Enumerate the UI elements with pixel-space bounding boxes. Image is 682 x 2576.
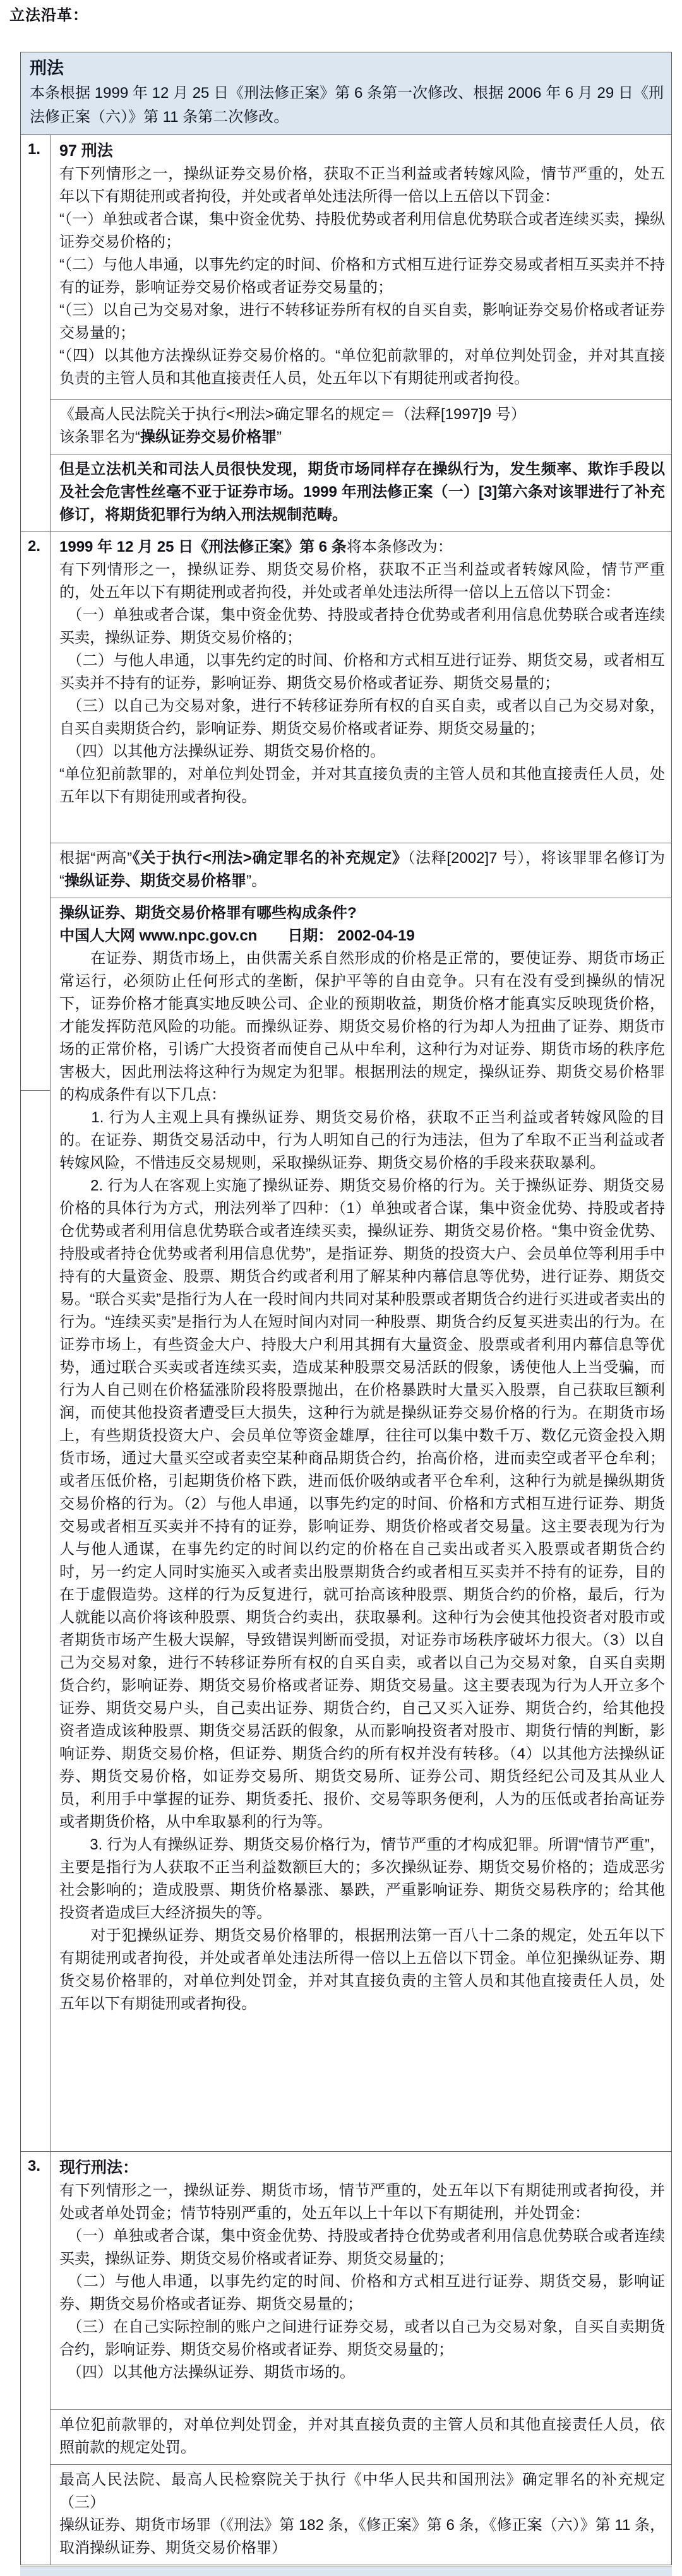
statute-heading: 现行刑法： xyxy=(59,2159,139,2176)
page-title: 立法沿革： xyxy=(9,7,88,24)
crime-name-prefix: 该条罪名为“ xyxy=(59,429,140,446)
legislation-history-table xyxy=(20,52,672,2565)
statute-paragraphs xyxy=(59,559,665,809)
row-content-column xyxy=(51,2152,671,2565)
interpretation-cell xyxy=(51,843,671,898)
crime-name: 操纵证券交易价格罪 xyxy=(140,429,277,446)
crime-name-suffix: ” xyxy=(277,429,282,446)
row-number-column xyxy=(21,2152,51,2565)
law-title: 刑法 xyxy=(30,59,64,78)
statute-cell xyxy=(51,2152,671,2409)
interpretation-citation: 《最高人民法院关于执行<刑法>确定罪名的规定＝（法释[1997]9 号） xyxy=(59,406,526,423)
table-row-2 xyxy=(21,531,671,2151)
law-revision-note: 本条根据 1999 年 12 月 25 日《刑法修正案》第 6 条第一次修改、根据 2006 年 6 月 29 日《刑法修正案（六）》第 11 条第二次修改。 xyxy=(30,85,664,126)
article-paragraph: 2. 行为人在客观上实施了操纵证券、期货交易价格的行为。关于操纵证券、期货交易价格的具体行为方式，刑法列举了四种：（1）单独或者合谋，集中资金优势、持股或者持仓优势或者利用信息优势联合或者连续买卖，操纵证券、期货交易价格。“集中资金优势、持股或者持仓优势或者利用信息优势”，是指证券、期货的投资大户、会员单位等利用手中持有的大量资金、股票、期货合约或者利用了解某种内幕信息等优势，进行证券、期货交易。“联合买卖”是指行为人在一段时间内共同对某种股票或者期货合约进行买进或者卖出的行为。“连续买卖”是指行为人在短时间内对同一种股票、期货合约反复买进卖出的行为。在证券市场上，有些资金大户、持股大户利用其拥有大量资金、股票或者利用内幕信息等优势，通过联合买卖或者连续买卖，造成某种股票交易活跃的假象，诱使他人上当受骗，而行为人自己则在价格猛涨阶段将股票抛出，在价格暴跌时大量买入股票，自己获取巨额利润，而使其他投资者遭受巨大损失，这种行为就是操纵证券交易价格的行为。在期货市场上，有些期货投资大户、会员单位等资金雄厚，往往可以集中数千万、数亿元资金投入期货市场，通过大量买空或者卖空某种商品期货合约，抬高价格，进而卖空或者平仓牟利；或者压低价格，引起期货价格下跌，进而低价吸纳或者平仓牟利，这种行为就是操纵期货交易价格的行为。（2）与他人串通，以事先约定的时间、价格和方式相互进行证券、期货交易或者相互买卖并不持有的证券，影响证券、期货价格或者交易量。这主要表现为行为人与他人通谋，在事先约定的时间以约定的价格在自己卖出或者买入股票或者期货合约时，另一约定人同时实施买入或者卖出股票期货合约或者相互买卖并不持有的证券，目的在于虚假造势。这样的行为反复进行，就可抬高该种股票、期货合约的价格，最后，行为人就能以高价将该种股票、期货合约卖出，获取暴利。这种行为会使其他投资者对股市或者期货市场产生极大误解，导致错误判断而受损，对证券市场秩序破坏力很大。（3）以自己为交易对象，进行不转移证券所有权的自买自卖，或者以自己为交易对象，自买自卖期货合约，影响证券、期货交易价格或者证券、期货交易量。这主要表现为行为人开立多个证券、期货交易户头，自己卖出证券、期货合约，自己又买入证券、期货合约，给其他投资者造成该种股票、期货交易活跃的假象，从而影响投资者对股市、期货行情的判断，影响证券、期货交易价格，但证券、期货合约的所有权并没有转移。（4）以其他方法操纵证券、期货交易价格，如证券交易所、期货交易所、证券公司、期货经纪公司及其从业人员，利用手中掌握的证券、期货委托、报价、交易等职务便利，人为的压低或者抬高证券或者期货价格，从中牟取暴利的行为等。 xyxy=(59,1177,665,1831)
statute-paragraph: 有下列情形之一，操纵证券、期货市场，情节严重的，处五年以下有期徒刑或者拘役，并处或者单处罚金；情节特别严重的，处五年以上十年以下有期徒刑，并处罚金： xyxy=(59,2182,665,2222)
row-number-column xyxy=(21,532,51,2151)
crime-name-line xyxy=(59,426,665,449)
supplement-paragraph: 操纵证券、期货市场罪（《刑法》第 182 条，《修正案》第 6 条，《修正案（六）》第 11 条，取消操纵证券、期货交易价格罪） xyxy=(59,2517,665,2556)
article-paragraph: 3. 行为人有操纵证券、期货交易价格行为，情节严重的才构成犯罪。所谓“情节严重”，主要是指行为人获取不正当利益数额巨大的；多次操纵证券、期货交易价格的；造成恶劣社会影响的；造成股票、期货价格暴涨、暴跌，严重影响证券、期货交易秩序的；给其他投资者造成巨大经济损失的等。 xyxy=(59,1836,665,1921)
row-number: 2. xyxy=(28,538,41,555)
row-number: 1. xyxy=(28,141,41,158)
amendment-citation-rest: 将本条修改为： xyxy=(346,538,453,555)
article-source-line: 中国人大网 www.npc.gov.cn 日期： 2002-04-19 xyxy=(59,927,415,944)
amendment-citation: 1999 年 12 月 25 日《刑法修正案》第 6 条 xyxy=(59,538,347,555)
revised-crime-name: 操纵证券、期货交易价格罪 xyxy=(64,872,246,889)
supplement-paragraphs xyxy=(59,2469,665,2560)
statute-paragraphs xyxy=(59,2180,665,2384)
interpretation-cell xyxy=(51,399,671,454)
statute-paragraph: “（一）单独或者合谋，集中资金优势、持股优势或者利用信息优势联合或者连续买卖，操纵证券交易价格的； xyxy=(59,211,665,251)
statute-paragraph: “（四）以其他方法操纵证券交易价格的。“单位犯前款罪的，对单位判处罚金，并对其直接负责的主管人员和其他直接责任人员，处五年以下有期徒刑或者拘役。 xyxy=(59,347,665,387)
row-content-column xyxy=(51,135,671,531)
article-paragraphs xyxy=(59,947,665,2015)
article-paragraph: 1. 行为人主观上具有操纵证券、期货交易价格，获取不正当利益或者转嫁风险的目的。在证券、期货交易活动中，行为人明知自己的行为违法，但为了牟取不正当利益或者转嫁风险，不惜违反交易规则，采取操纵证券、期货交易价格的手段来获取暴利。 xyxy=(59,1109,665,1172)
next-section-strip xyxy=(20,2567,672,2576)
statute-paragraph: （二）与他人串通，以事先约定的时间、价格和方式相互进行证券、期货交易，或者相互买卖并不持有的证券，影响证券、期货交易价格或者证券、期货交易量的； xyxy=(59,652,665,692)
table-row-3 xyxy=(21,2151,671,2565)
statute-paragraph: （四）以其他方法操纵证券、期货交易价格的。 xyxy=(59,743,385,760)
statute-paragraph: （三）在自己实际控制的账户之间进行证券交易，或者以自己为交易对象，自买自卖期货合约，影响证券、期货交易价格或者证券、期货交易量的； xyxy=(59,2318,665,2358)
article-title: 操纵证券、期货交易价格罪有哪些构成条件? xyxy=(59,905,357,922)
supplement-rule-line xyxy=(59,847,665,893)
document-page xyxy=(0,8,682,2576)
row-content-column xyxy=(51,532,671,2151)
row-number-column xyxy=(21,135,51,531)
statute-paragraph: “单位犯前款罪的，对单位判处罚金，并对其直接负责的主管人员和其他直接责任人员，处五年以下有期徒刑或者拘役。 xyxy=(59,766,665,805)
supplement-mid: （法释[2002]7 号），将该罪罪名修订为“ xyxy=(59,850,666,889)
unit-crime-cell xyxy=(51,2409,671,2464)
statute-paragraphs xyxy=(59,163,665,390)
statute-cell xyxy=(51,135,671,399)
supplement-title: 《关于执行<刑法>确定罪名的补充规定》 xyxy=(132,850,408,867)
statute-heading-line xyxy=(59,536,665,559)
supplement-prefix: 根据“两高” xyxy=(59,850,133,867)
supplement-suffix: ”。 xyxy=(246,872,266,889)
unit-crime-text: 单位犯前款罪的，对单位判处罚金，并对其直接负责的主管人员和其他直接责任人员，依照前款的规定处罚。 xyxy=(59,2416,665,2456)
article-cell xyxy=(51,898,671,2151)
statute-paragraph: （三）以自己为交易对象，进行不转移证券所有权的自买自卖，或者以自己为交易对象，自买自卖期货合约，影响证券、期货交易价格或者证券、期货交易量的； xyxy=(59,697,665,737)
statute-paragraph: 有下列情形之一，操纵证券、期货交易价格，获取不正当利益或者转嫁风险，情节严重的，处五年以下有期徒刑或者拘役，并处或者单处违法所得一倍以上五倍以下罚金： xyxy=(59,561,665,601)
supplement-paragraph: 最高人民法院、最高人民检察院关于执行《中华人民共和国刑法》确定罪名的补充规定（三） xyxy=(59,2471,665,2511)
statute-paragraph: “（三）以自己为交易对象，进行不转移证券所有权的自买自卖，影响证券交易价格或者证券交易量的； xyxy=(59,302,665,341)
supplement-cell xyxy=(51,2464,671,2565)
table-row-1 xyxy=(21,134,671,531)
commentary-cell xyxy=(51,454,671,531)
article-paragraph: 对于犯操纵证券、期货交易价格罪的，根据刑法第一百八十二条的规定，处五年以下有期徒刑或者拘役，并处或者单处违法所得一倍以上五倍以下罚金。单位犯操纵证券、期货交易价格罪的，对单位判处罚金，并对其直接负责的主管人员和其他直接责任人员，处五年以下有期徒刑或者拘役。 xyxy=(59,1927,665,2012)
statute-paragraph: （四）以其他方法操纵证券、期货市场的。 xyxy=(59,2364,355,2381)
statute-paragraph: 有下列情形之一，操纵证券交易价格，获取不正当利益或者转嫁风险，情节严重的，处五年以下有期徒刑或者拘役，并处或者单处违法所得一倍以上五倍以下罚金： xyxy=(59,165,665,205)
commentary-text: 但是立法机关和司法人员很快发现，期货市场同样存在操纵行为，发生频率、欺诈手段以及社会危害性丝毫不亚于证券市场。1999 年刑法修正案（一）[3]第六条对该罪进行了补充修订，将期货犯罪行为纳入刑法规制范畴。 xyxy=(59,461,665,523)
article-paragraph: 在证券、期货市场上，由供需关系自然形成的价格是正常的，要使证券、期货市场正常运行，必须防止任何形式的垄断，保护平等的自由竞争。只有在没有受到操纵的情况下，证券价格才能真实地反映公司、企业的预期收益，期货价格才能真实反映现货价格，才能发挥防范风险的功能。而操纵证券、期货交易价格的行为却人为扭曲了证券、期货市场的正常价格，引诱广大投资者而使自己从中牟利，这种行为对证券、期货市场的秩序危害极大，因此刑法将这种行为规定为犯罪。根据刑法的规定，操纵证券、期货交易价格罪的构成条件有以下几点： xyxy=(59,950,665,1103)
statute-heading: 97 刑法 xyxy=(59,142,113,160)
row-number: 3. xyxy=(28,2158,41,2175)
table-header-cell xyxy=(21,52,671,134)
statute-paragraph: （一）单独或者合谋，集中资金优势、持股或者持仓优势或者利用信息优势联合或者连续买卖，操纵证券、期货交易价格或者证券、期货交易量的； xyxy=(59,2228,665,2267)
statute-paragraph: （二）与他人串通，以事先约定的时间、价格和方式相互进行证券、期货交易，影响证券、期货交易价格或者证券、期货交易量的； xyxy=(59,2273,665,2313)
statute-cell xyxy=(51,532,671,843)
number-cell-page-break xyxy=(21,532,50,1091)
statute-paragraph: “（二）与他人串通，以事先约定的时间、价格和方式相互进行证券交易或者相互买卖并不持有的证券，影响证券交易价格或者证券交易量的； xyxy=(59,256,665,296)
statute-paragraph: （一）单独或者合谋，集中资金优势、持股或者持仓优势或者利用信息优势联合或者连续买卖，操纵证券、期货交易价格的； xyxy=(59,607,665,646)
